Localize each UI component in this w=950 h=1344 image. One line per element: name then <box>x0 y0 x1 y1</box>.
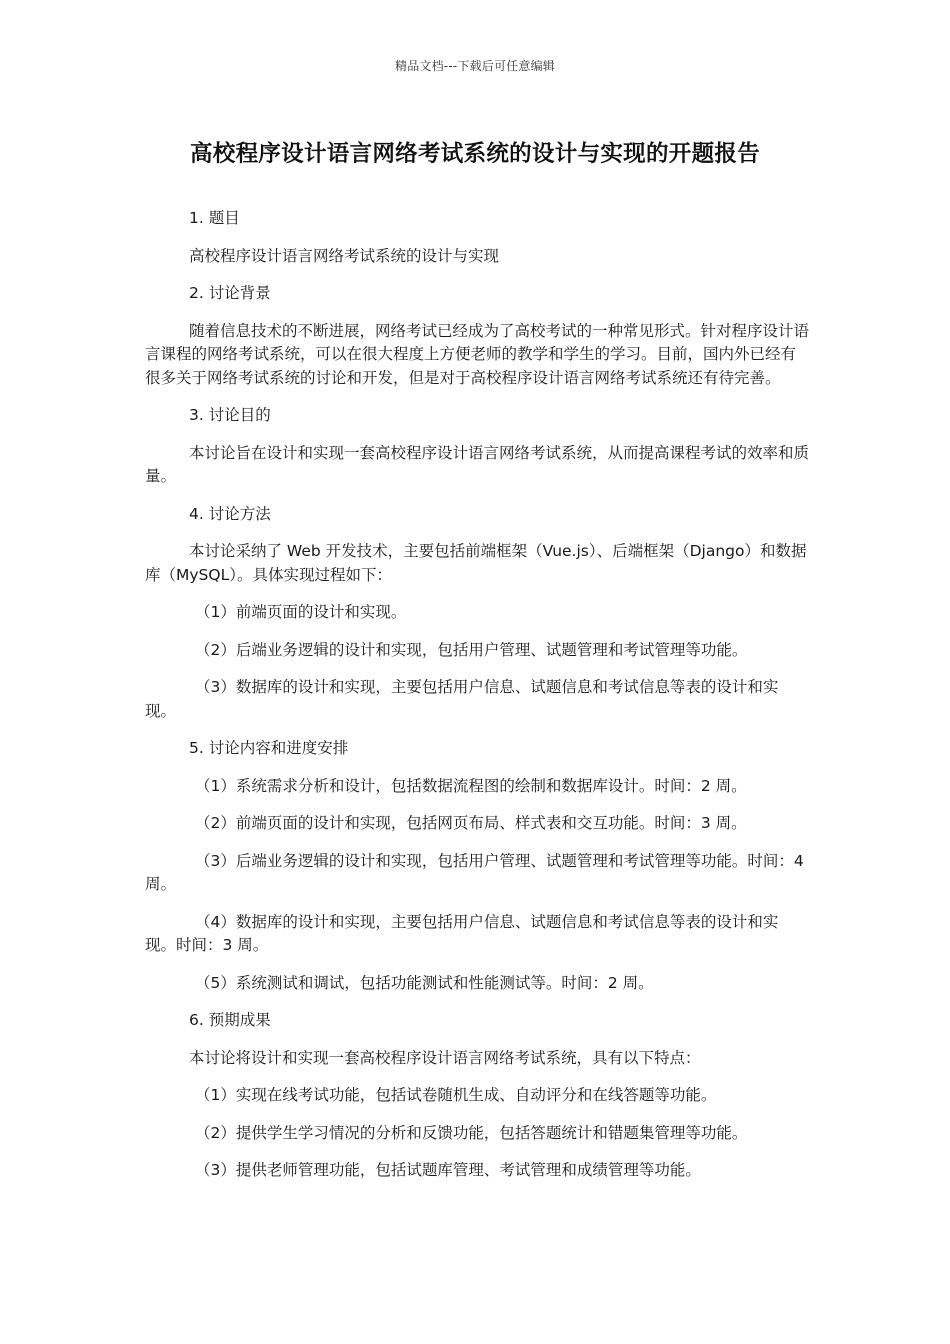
list-item: （2）提供学生学习情况的分析和反馈功能，包括答题统计和错题集管理等功能。 <box>195 1123 748 1142</box>
list-item: （4）数据库的设计和实现，主要包括用户信息、试题信息和考试信息等表的设计和实现。时间：3 周。 <box>145 912 779 954</box>
body-paragraph: 高校程序设计语言网络考试系统的设计与实现 <box>189 246 500 265</box>
list-item: （3）数据库的设计和实现，主要包括用户信息、试题信息和考试信息等表的设计和实现。 <box>145 678 779 720</box>
list-item: （2）前端页面的设计和实现，包括网页布局、样式表和交互功能。时间：3 周。 <box>195 814 747 832</box>
section-heading: 5. 讨论内容和进度安排 <box>189 739 349 757</box>
list-item: （1）系统需求分析和设计，包括数据流程图的绘制和数据库设计。时间：2 周。 <box>195 776 747 795</box>
section-heading: 6. 预期成果 <box>189 1011 271 1029</box>
list-item: （1）前端页面的设计和实现。 <box>195 603 407 621</box>
list-item: （3）后端业务逻辑的设计和实现，包括用户管理、试题管理和考试管理等功能。时间：4 周。 <box>145 851 809 893</box>
list-item: （1）实现在线考试功能，包括试卷随机生成、自动评分和在线答题等功能。 <box>195 1086 717 1104</box>
section-heading: 4. 讨论方法 <box>189 504 271 523</box>
section-heading: 1. 题目 <box>189 209 240 227</box>
document-title: 高校程序设计语言网络考试系统的设计与实现的开题报告 <box>189 141 760 167</box>
list-item: （2）后端业务逻辑的设计和实现，包括用户管理、试题管理和考试管理等功能。 <box>195 640 748 659</box>
document-body <box>145 207 809 1197</box>
list-item: （5）系统测试和调试，包括功能测试和性能测试等。时间：2 周。 <box>195 973 654 992</box>
body-paragraph: 本讨论采纳了 Web 开发技术，主要包括前端框架（Vue.js）、后端框架（Django）和数据库（MySQL）。具体实现过程如下： <box>145 542 807 584</box>
section-heading: 2. 讨论背景 <box>189 284 271 302</box>
body-paragraph: 随着信息技术的不断进展，网络考试已经成为了高校考试的一种常见形式。针对程序设计语言课程的网络考试系统，可以在很大程度上方便老师的教学和学生的学习。目前，国内外已经有很多关于网络考试系统的讨论和开发，但是对于高校程序设计语言网络考试系统还有待完善。 <box>145 321 810 387</box>
body-paragraph: 本讨论将设计和实现一套高校程序设计语言网络考试系统，具有以下特点： <box>189 1048 701 1067</box>
list-item: （3）提供老师管理功能，包括试题库管理、考试管理和成绩管理等功能。 <box>195 1161 701 1179</box>
section-heading: 3. 讨论目的 <box>189 406 271 424</box>
header-note: 精品文档---下载后可任意编辑 <box>395 59 555 73</box>
body-paragraph: 本讨论旨在设计和实现一套高校程序设计语言网络考试系统，从而提高课程考试的效率和质量。 <box>145 443 810 485</box>
